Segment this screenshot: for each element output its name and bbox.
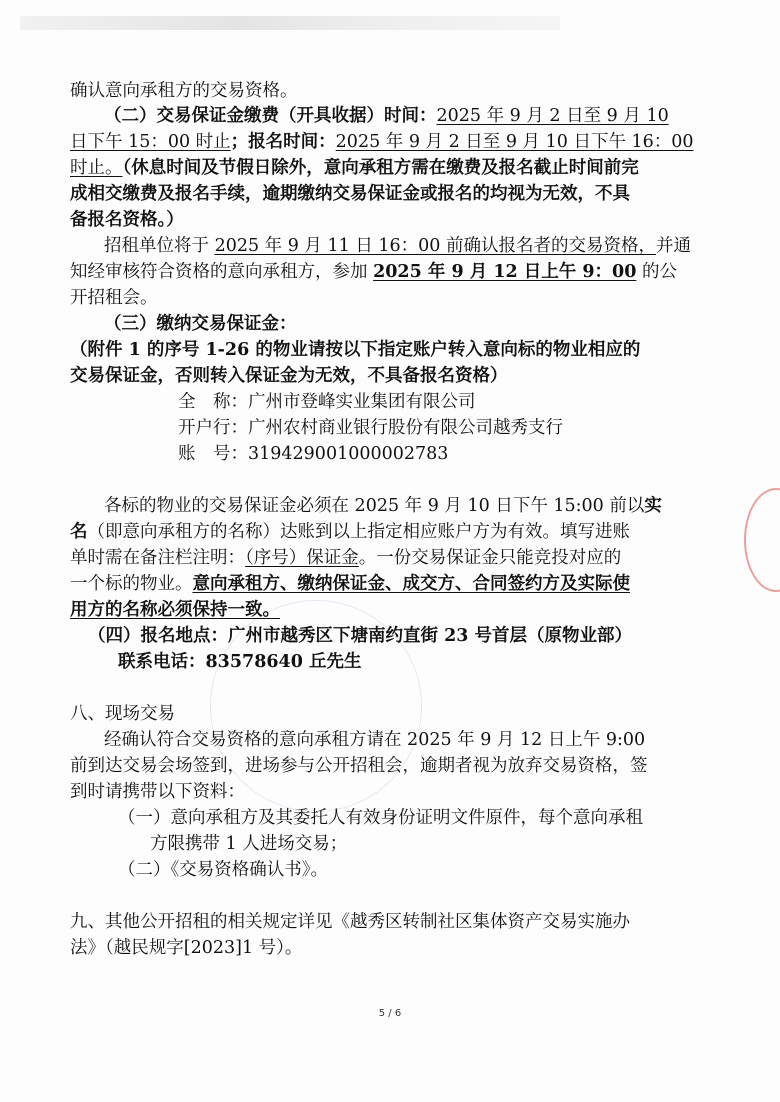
- text-segment: （二）《交易资格确认书》。: [118, 860, 328, 880]
- text-segment: （即意向承租方的名称）达账到以上指定相应账户方为有效。填写进账: [87, 522, 630, 542]
- text-segment: ；: [230, 132, 249, 152]
- text-segment: （四）报名地点：广州市越秀区下塘南约直街 23 号首层（原物业部）: [88, 626, 633, 646]
- text-line: [150, 831, 780, 857]
- text-segment: 。一份交易保证金只能竞投对应的: [358, 548, 622, 568]
- text-line: [104, 233, 744, 259]
- text-line: [118, 649, 758, 675]
- text-segment: 账 号：319429001000002783: [178, 444, 449, 464]
- scan-header-strip: [20, 16, 560, 30]
- text-line: [88, 623, 728, 649]
- text-line: [70, 779, 710, 805]
- page-number: 5 / 6: [378, 1008, 402, 1019]
- text-line: [70, 337, 710, 363]
- text-segment: 用方的名称必须保持一致。: [70, 600, 280, 620]
- text-segment: 八、现场交易: [70, 704, 175, 724]
- text-segment: （一）意向承租方及其委托人有效身份证明文件原件，每个意向承租: [118, 808, 643, 828]
- text-segment: 时止。: [70, 158, 123, 178]
- text-segment: 方限携带 1 人进场交易；: [150, 834, 348, 854]
- text-segment: 的公: [636, 262, 677, 282]
- text-line: [70, 753, 710, 779]
- text-segment: 各标的物业的交易保证金必须在 2025 年 9 月 10 日下午 15:00 前以: [104, 496, 645, 516]
- text-segment: （三）缴纳交易保证金：: [104, 314, 297, 334]
- text-segment: 经确认符合交易资格的意向承租方请在 2025 年 9 月 12 日上午 9:00: [104, 730, 646, 750]
- text-line: [70, 701, 710, 727]
- text-segment: 知经审核符合资格的意向承租方，参加: [70, 262, 374, 282]
- text-line: [70, 571, 710, 597]
- text-line: [70, 259, 710, 285]
- text-line: [104, 493, 744, 519]
- text-line: [70, 519, 710, 545]
- text-line: [70, 285, 710, 311]
- text-line: [70, 129, 710, 155]
- text-segment: 备报名资格。）: [70, 210, 184, 230]
- text-segment: 成相交缴费及报名手续，逾期缴纳交易保证金或报名的均视为无效，不具: [70, 184, 630, 204]
- text-line: [118, 857, 758, 883]
- text-segment: 全 称：广州市登峰实业集团有限公司: [178, 392, 476, 412]
- text-segment: 一个标的物业。: [70, 574, 193, 594]
- text-segment: 实: [644, 496, 662, 516]
- text-segment: 2025 年 9 月 2 日至 9 月 10: [436, 106, 669, 126]
- text-segment: 开户行：广州农村商业银行股份有限公司越秀支行: [178, 418, 563, 438]
- text-line: [178, 415, 780, 441]
- text-segment: 单时需在备注栏注明：: [70, 548, 245, 568]
- text-segment: 招租单位将于: [104, 236, 215, 256]
- text-line: [70, 181, 710, 207]
- text-segment: 2025 年 9 月 12 日上午 9：00: [373, 262, 637, 282]
- text-segment: 法》（越民规字[2023]1 号）。: [70, 938, 303, 958]
- text-segment: （序号）保证金: [245, 548, 359, 568]
- text-line: [104, 311, 744, 337]
- text-segment: 前到达交易会场签到，进场参与公开招租会，逾期者视为放弃交易资格，签: [70, 756, 648, 776]
- text-line: [70, 909, 710, 935]
- text-segment: 2025 年 9 月 2 日至 9 月 10 日下午 16：00: [335, 132, 694, 152]
- text-line: [70, 155, 710, 181]
- text-segment: 联系电话：83578640 丘先生: [118, 652, 362, 672]
- text-segment: 名: [70, 522, 88, 542]
- text-line: [70, 207, 710, 233]
- text-segment: 意向承租方、缴纳保证金、成交方、合同签约方及实际使: [192, 574, 630, 594]
- text-line: [178, 441, 780, 467]
- text-line: [178, 389, 780, 415]
- text-line: [104, 727, 744, 753]
- text-line: [70, 78, 710, 104]
- red-seal-edge: [744, 488, 780, 592]
- text-segment: 日下午 15：00 时止: [70, 132, 231, 152]
- text-segment: 报名时间：: [248, 132, 336, 152]
- text-line: [70, 597, 710, 623]
- text-segment: 开招租会。: [70, 288, 158, 308]
- text-segment: 确认意向承租方的交易资格。: [70, 81, 298, 101]
- text-segment: 2025 年 9 月 11 日 16：00 前确认报名者的交易资格，: [214, 236, 656, 256]
- text-line: [70, 935, 710, 961]
- text-line: [104, 103, 744, 129]
- text-line: [70, 545, 710, 571]
- text-segment: 到时请携带以下资料：: [70, 782, 245, 802]
- text-segment: （二）交易保证金缴费（开具收据）时间：: [104, 106, 437, 126]
- text-segment: 并通: [655, 236, 691, 256]
- text-segment: 交易保证金，否则转入保证金为无效，不具备报名资格）: [70, 366, 508, 386]
- text-segment: （附件 1 的序号 1-26 的物业请按以下指定账户转入意向标的物业相应的: [70, 340, 641, 360]
- text-segment: （休息时间及节假日除外，意向承租方需在缴费及报名截止时间前完: [122, 158, 639, 178]
- text-line: [70, 363, 710, 389]
- text-line: [118, 805, 758, 831]
- text-segment: 九、其他公开招租的相关规定详见《越秀区转制社区集体资产交易实施办: [70, 912, 630, 932]
